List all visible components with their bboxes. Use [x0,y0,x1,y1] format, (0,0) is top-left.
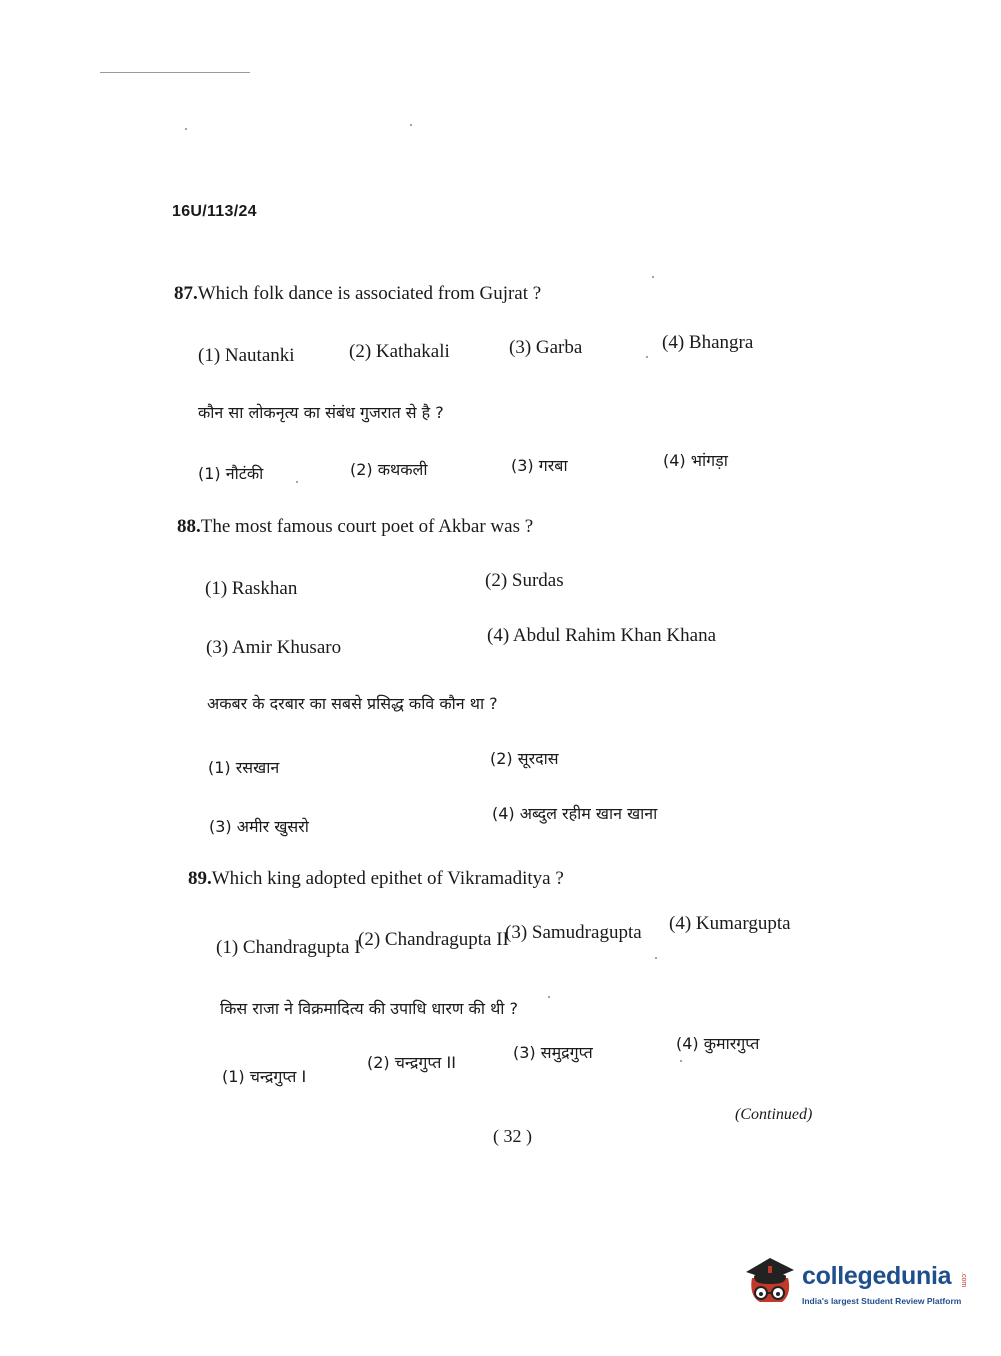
q87-option-3: (3) Garba [509,337,583,358]
q89-option-3: (3) Samudragupta [505,922,642,943]
paper-code: 16U/113/24 [172,203,257,220]
q88-hindi-option-1: (1) रसखान [208,758,280,777]
q88-option-4: (4) Abdul Rahim Khan Khana [487,625,717,646]
q89-hindi-option-3: (3) समुद्रगुप्त [513,1043,593,1062]
scan-speck [655,957,657,959]
question-88 [177,516,533,538]
q89-hindi-option-1: (1) चन्द्रगुप्त I [222,1067,307,1086]
question-number: 89. [188,868,212,889]
scan-speck [652,276,654,278]
q88-option-3: (3) Amir Khusaro [206,637,342,658]
question-number: 88. [177,516,201,537]
question-89 [188,868,564,890]
logo-suffix: .com [960,1272,967,1288]
q87-hindi-text: कौन सा लोकनृत्य का संबंध गुजरात से है ? [198,403,444,422]
collegedunia-logo [742,1250,972,1315]
scan-speck [296,481,298,483]
q87-option-1: (1) Nautanki [198,345,295,366]
question-number: 87. [174,283,198,304]
header-rule [100,72,250,73]
question-text: Which folk dance is associated from Gujrat ? [197,283,542,304]
q87-hindi-option-4: (4) भांगड़ा [663,451,728,470]
logo-wordmark: collegedunia [802,1262,952,1290]
page-number: ( 32 ) [493,1126,532,1146]
scan-speck [680,1060,682,1062]
q88-hindi-option-2: (2) सूरदास [490,749,559,768]
q87-hindi-option-3: (3) गरबा [511,456,568,475]
q89-hindi-option-4: (4) कुमारगुप्त [676,1034,760,1053]
q89-hindi-option-2: (2) चन्द्रगुप्त II [367,1053,456,1072]
q88-option-1: (1) Raskhan [205,578,298,599]
q89-option-2: (2) Chandragupta II [358,929,509,950]
question-text: Which king adopted epithet of Vikramaditya ? [211,868,564,889]
q87-hindi-option-1: (1) नौटंकी [198,464,264,483]
logo-tagline: India's largest Student Review Platform [802,1296,962,1306]
q88-hindi-option-3: (3) अमीर खुसरो [209,817,309,836]
q89-option-1: (1) Chandragupta I [216,937,361,958]
continued-label: (Continued) [735,1106,813,1123]
q88-option-2: (2) Surdas [485,570,564,591]
q87-hindi-option-2: (2) कथकली [350,460,428,479]
question-text: The most famous court poet of Akbar was ? [200,516,534,537]
q89-option-4: (4) Kumargupta [669,913,791,934]
scan-speck [646,356,648,358]
q88-hindi-option-4: (4) अब्दुल रहीम खान खाना [492,804,658,823]
scan-speck [185,128,187,130]
q89-hindi-text: किस राजा ने विक्रमादित्य की उपाधि धारण की थी ? [220,999,519,1018]
q87-option-4: (4) Bhangra [662,332,754,353]
q88-hindi-text: अकबर के दरबार का सबसे प्रसिद्ध कवि कौन था ? [207,694,498,713]
question-87 [174,283,541,305]
scan-speck [548,996,550,998]
mascot-icon [742,1252,798,1310]
q87-option-2: (2) Kathakali [349,341,450,362]
scan-speck [410,124,412,126]
